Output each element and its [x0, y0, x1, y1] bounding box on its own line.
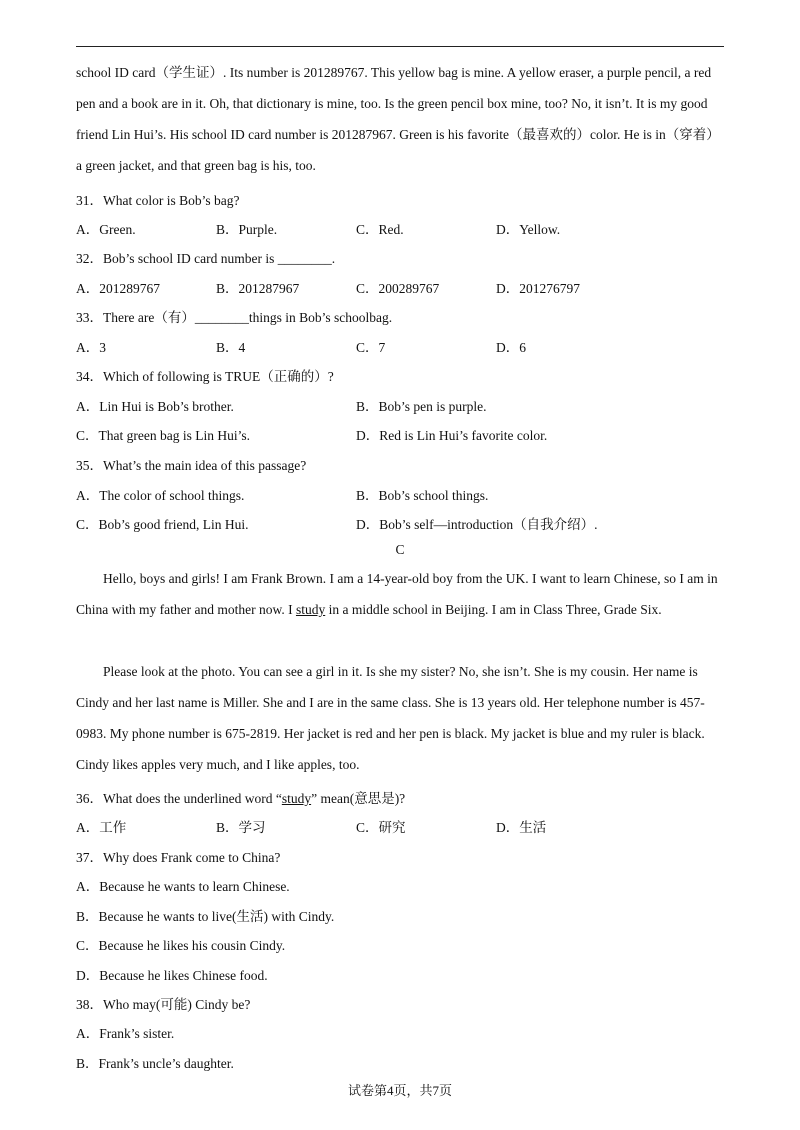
q38-option-a: A．Frank’s sister.: [76, 1026, 175, 1041]
q35-option-a: A．The color of school things.: [76, 488, 245, 503]
q32-option-a: A．201289767: [76, 281, 160, 296]
question-31: 31．What color is Bob’s bag?: [76, 193, 240, 208]
q33-option-b: B．4: [216, 340, 246, 355]
q36-stem-after: ” mean(意思是)?: [311, 791, 406, 806]
header-rule: [76, 46, 724, 47]
q36-option-b: B．学习: [216, 820, 266, 835]
q37-option-c: C．Because he likes his cousin Cindy.: [76, 938, 286, 953]
q37-option-a: A．Because he wants to learn Chinese.: [76, 879, 290, 894]
q34-option-a: A．Lin Hui is Bob’s brother.: [76, 399, 234, 414]
q34-option-b: B．Bob’s pen is purple.: [356, 399, 487, 414]
q31-option-a: A．Green.: [76, 222, 136, 237]
section-c-heading: C: [395, 542, 405, 557]
question-34: 34．Which of following is TRUE（正确的）?: [76, 369, 334, 384]
q34-option-d: D．Red is Lin Hui’s favorite color.: [356, 428, 548, 443]
passage-c-p1-after: in a middle school in Beijing. I am in Class Three, Grade Six.: [325, 602, 662, 617]
q35-option-c: C．Bob’s good friend, Lin Hui.: [76, 517, 249, 532]
q33-option-a: A．3: [76, 340, 106, 355]
q32-option-c: C．200289767: [356, 281, 440, 296]
question-37: 37．Why does Frank come to China?: [76, 850, 281, 865]
question-35: 35．What’s the main idea of this passage?: [76, 458, 307, 473]
passage-c-paragraph-2: Please look at the photo. You can see a girl in it. Is she my sister? No, she isn’t. She is my cousin. Her name is Cindy and her last name is Miller. She and I are in the same class. She is 13 years old. Her telephone number is 457-0983. My phone number is 675-2819. Her jacket is red and her pen is black. My jacket is blue and my ruler is black. Cindy likes apples very much, and I like apples, too.: [76, 664, 705, 772]
q37-option-d: D．Because he likes Chinese food.: [76, 968, 268, 983]
q33-option-d: D．6: [496, 340, 526, 355]
question-32: 32．Bob’s school ID card number is ________.: [76, 251, 336, 266]
question-33: 33．There are（有）________things in Bob’s schoolbag.: [76, 310, 393, 325]
q35-option-b: B．Bob’s school things.: [356, 488, 489, 503]
underlined-word-study: study: [295, 602, 326, 617]
q36-option-c: C．研究: [356, 820, 406, 835]
q32-option-b: B．201287967: [216, 281, 300, 296]
q38-option-b: B．Frank’s uncle’s daughter.: [76, 1056, 234, 1071]
page-footer: 试卷第4页，共7页: [347, 1083, 452, 1098]
question-38: 38．Who may(可能) Cindy be?: [76, 997, 251, 1012]
question-36: [76, 787, 405, 807]
q32-option-d: D．201276797: [496, 281, 580, 296]
q33-option-c: C．7: [356, 340, 386, 355]
q31-option-b: B．Purple.: [216, 222, 278, 237]
q31-option-d: D．Yellow.: [496, 222, 561, 237]
q36-stem-before: 36．What does the underlined word “: [76, 791, 282, 806]
q34-option-c: C．That green bag is Lin Hui’s.: [76, 428, 250, 443]
q35-option-d: D．Bob’s self—introduction（自我介绍）.: [356, 517, 598, 532]
q37-option-b: B．Because he wants to live(生活) with Cindy.: [76, 909, 335, 924]
q36-option-d: D．生活: [496, 820, 547, 835]
passage-c-p1-before: Hello, boys and girls! I am Frank Brown. I am a 14-year-old boy from the UK. I want to learn Chinese, so I am in China with my father and mother now. I: [76, 571, 718, 617]
q31-option-c: C．Red.: [356, 222, 404, 237]
q36-stem-word: study: [281, 791, 312, 806]
passage-c-paragraph-1: [76, 563, 724, 625]
passage-b-tail: school ID card（学生证）. Its number is 201289767. This yellow bag is mine. A yellow eraser, a purple pencil, a red pen and a book are in it. Oh, that dictionary is mine, too. Is the green pencil box mine, too? No, it isn’t. It is my good friend Lin Hui’s. His school ID card number is 201287967. Green is his favorite（最喜欢的）color. He is in（穿着）a green jacket, and that green bag is his, too.: [76, 65, 720, 173]
q36-option-a: A．工作: [76, 820, 127, 835]
